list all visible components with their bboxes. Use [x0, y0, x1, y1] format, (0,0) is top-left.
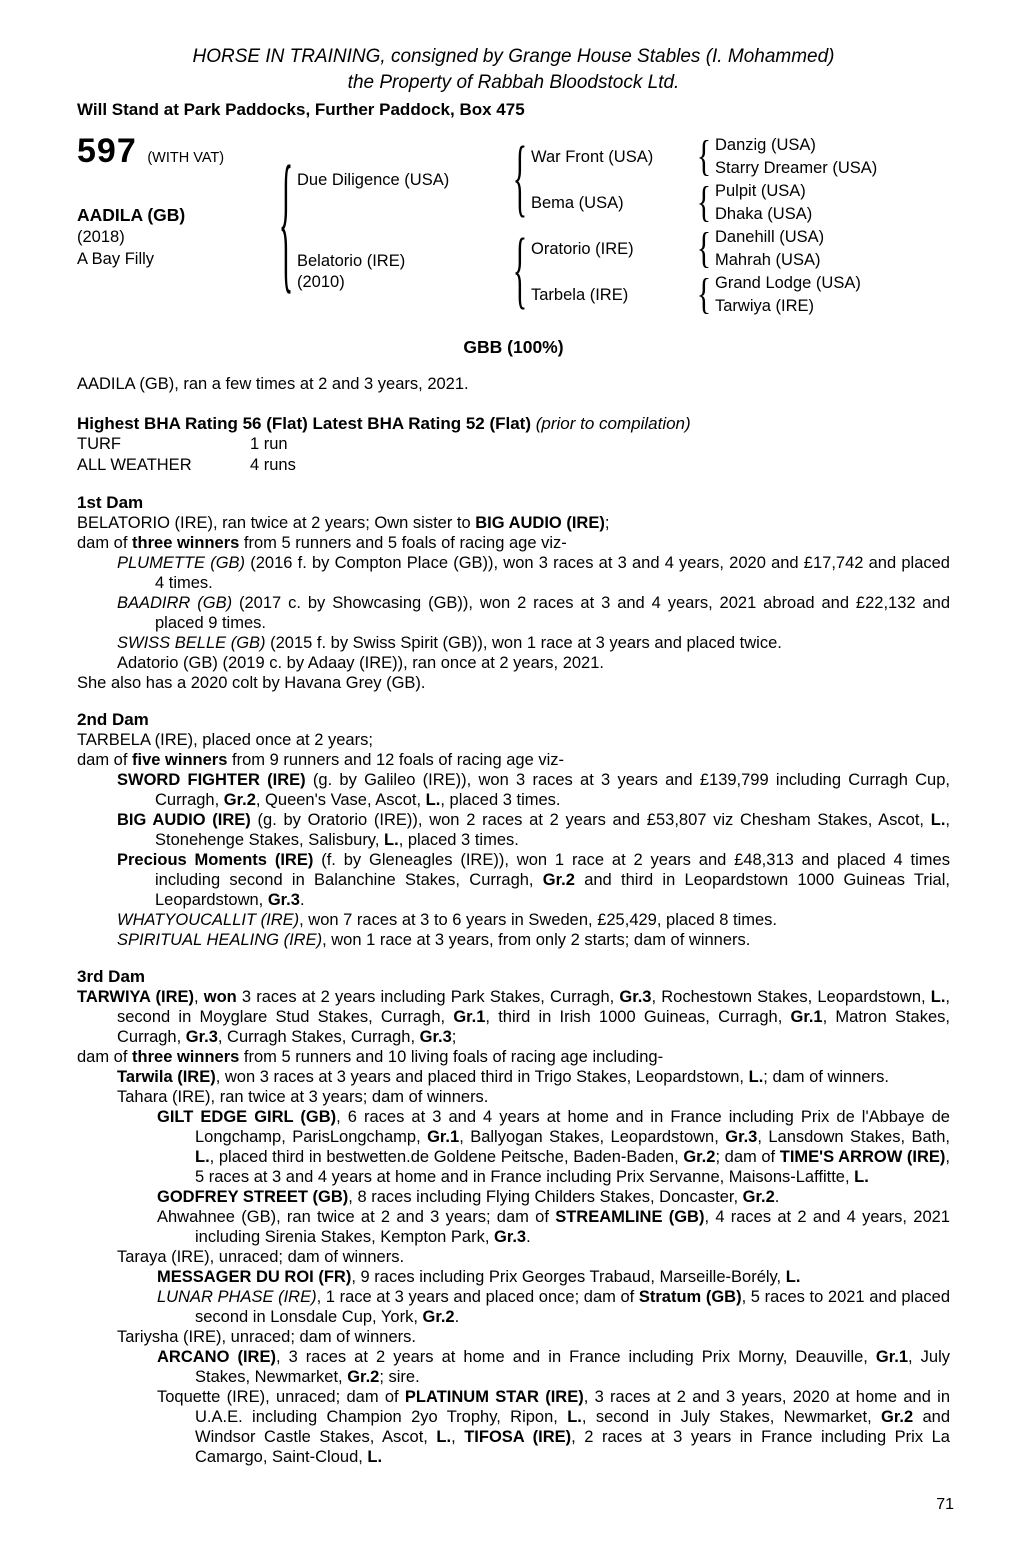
text-segment: dam of: [77, 534, 133, 552]
text-segment: , Rochestown Stakes, Leopardstown,: [651, 988, 931, 1006]
great-grandparent-name: Starry Dreamer (USA): [715, 159, 878, 177]
vat-note: (WITH VAT): [147, 150, 225, 166]
grandparent-block: [531, 180, 877, 226]
property-line: the Property of Rabbah Bloodstock Ltd.: [347, 72, 680, 93]
text-segment: Gr.1: [875, 1348, 909, 1366]
great-grandparent-name: Danzig (USA): [715, 136, 816, 154]
text-segment: Gr.3: [419, 1028, 452, 1046]
pedigree-paragraph: [77, 1047, 950, 1067]
pedigree-tree: [275, 130, 878, 319]
great-grandparents: [715, 180, 812, 226]
page-number: 71: [936, 1496, 954, 1513]
text-segment: , third in Irish 1000 Guineas, Curragh,: [485, 1008, 791, 1026]
pedigree-paragraph: [77, 553, 950, 593]
text-segment: .: [299, 891, 305, 909]
text-segment: .: [774, 1188, 780, 1206]
text-segment: , Stonehenge Stakes, Salisbury,: [155, 811, 950, 849]
text-segment: Ahwahnee (GB), ran twice at 2 and 3 years; dam of: [157, 1208, 556, 1226]
text-segment: BAADIRR (GB): [117, 594, 233, 612]
pedigree-paragraph: [77, 1067, 950, 1087]
gbb-note: GBB (100%): [463, 337, 564, 357]
text-segment: (f. by Gleneagles (IRE)), won 1 race at 2 years and £48,313 and placed 4 times including second in Balanchine Stakes, Curragh,: [155, 851, 950, 889]
text-segment: TIME'S ARROW (IRE): [779, 1148, 946, 1166]
page-content: [77, 0, 950, 1467]
text-segment: PLATINUM STAR (IRE): [404, 1388, 584, 1406]
text-segment: (g. by Oratorio (IRE)), won 2 races at 2 years and £53,807 viz Chesham Stakes, Ascot,: [250, 811, 931, 829]
text-segment: L.: [384, 831, 399, 849]
text-segment: She also has a 2020 colt by Havana Grey (GB).: [77, 674, 426, 692]
pedigree-paragraph: [77, 653, 950, 673]
text-segment: L.: [854, 1168, 869, 1186]
text-segment: Gr.2: [542, 871, 575, 889]
text-segment: , 5 races to 2021 and placed second in Lonsdale Cup, York,: [195, 1288, 950, 1326]
great-grandparent-name: Dhaka (USA): [715, 205, 813, 223]
pedigree-brace: {: [278, 137, 294, 310]
text-segment: Toquette (IRE), unraced; dam of: [157, 1388, 405, 1406]
granddam-name: Bema (USA): [531, 193, 624, 212]
stats-label: TURF: [77, 435, 121, 453]
text-segment: (2016 f. by Compton Place (GB)), won 3 races at 3 and 4 years, 2020 and £17,742 and placed 4 times.: [155, 554, 950, 592]
text-segment: Adatorio (GB) (2019 c. by Adaay (IRE)), ran once at 2 years, 2021.: [117, 654, 604, 672]
text-segment: dam of: [77, 751, 133, 769]
text-segment: , Ballyogan Stakes, Leopardstown,: [459, 1128, 726, 1146]
great-grandparent-name: Pulpit (USA): [715, 182, 806, 200]
text-segment: ; sire.: [379, 1368, 420, 1386]
text-segment: ;: [604, 514, 610, 532]
text-segment: , 8 races including Flying Childers Stakes, Doncaster,: [348, 1188, 743, 1206]
text-segment: , placed 3 times.: [440, 791, 561, 809]
text-segment: , won 3 races at 3 years and placed third in Trigo Stakes, Leopardstown,: [215, 1068, 749, 1086]
text-segment: five winners: [132, 751, 228, 769]
text-segment: , 4 races at 2 and 4 years, 2021 including Sirenia Stakes, Kempton Park,: [195, 1208, 950, 1246]
pedigree-brace: {: [696, 178, 712, 227]
text-segment: , second in Moyglare Stud Stakes, Curragh,: [117, 988, 951, 1026]
sire-grandparents: [531, 134, 877, 226]
lot-line: [77, 132, 224, 171]
text-segment: Gr.2: [422, 1308, 455, 1326]
pedigree-paragraph: [77, 910, 950, 930]
text-segment: TARBELA (IRE), placed once at 2 years;: [77, 731, 373, 749]
horse-name: AADILA (GB): [77, 205, 186, 225]
pedigree-halves: [297, 130, 878, 319]
dam-cell: [297, 226, 509, 318]
text-segment: , won 7 races at 3 to 6 years in Sweden, £25,429, placed 8 times.: [299, 911, 777, 929]
text-segment: L.: [567, 1408, 582, 1426]
great-grandparents: [715, 134, 877, 180]
stats-label: ALL WEATHER: [77, 456, 192, 474]
dam-grandparents: [531, 226, 861, 318]
text-segment: ;: [451, 1028, 457, 1046]
pedigree-paragraph: [77, 673, 950, 693]
text-segment: Tarwila (IRE): [117, 1068, 216, 1086]
stats-row-turf: [77, 434, 950, 455]
dam-year: (2010): [297, 273, 345, 291]
dam-half: [297, 222, 877, 319]
horse-year: (2018): [77, 228, 125, 246]
text-segment: from 9 runners and 12 foals of racing age viz-: [227, 751, 564, 769]
pedigree-brace: {: [512, 222, 528, 319]
consignor-line: HORSE IN TRAINING, consigned by Grange House Stables (I. Mohammed): [192, 46, 835, 67]
pedigree-paragraph: [77, 1187, 950, 1207]
text-segment: Gr.1: [453, 1008, 486, 1026]
pedigree-brace: {: [696, 132, 712, 181]
grandsire-name: Oratorio (IRE): [531, 239, 634, 258]
page-header: [77, 44, 950, 122]
granddam-name: Tarbela (IRE): [531, 285, 629, 304]
text-segment: , July Stakes, Newmarket,: [195, 1348, 950, 1386]
pedigree-paragraph: [77, 987, 950, 1047]
text-segment: Highest BHA Rating 56 (Flat) Latest BHA Rating 52 (Flat): [77, 414, 536, 433]
text-segment: SWISS BELLE (GB): [117, 634, 266, 652]
text-segment: , Curragh Stakes, Curragh,: [217, 1028, 420, 1046]
text-segment: BELATORIO (IRE), ran twice at 2 years; Own sister to: [77, 514, 476, 532]
pedigree-paragraph: [77, 750, 950, 770]
pedigree-paragraph: [77, 930, 950, 950]
text-segment: , placed third in bestwetten.de Goldene Peitsche, Baden-Baden,: [209, 1148, 684, 1166]
text-segment: STREAMLINE (GB): [555, 1208, 705, 1226]
pedigree-paragraph: [77, 533, 950, 553]
text-segment: , 3 races at 2 years at home and in France including Prix Morny, Deauville,: [275, 1348, 876, 1366]
text-segment: LUNAR PHASE (IRE): [157, 1288, 317, 1306]
text-segment: L.: [930, 988, 946, 1006]
lot-number: 597: [77, 132, 137, 170]
great-grandparent-name: Tarwiya (IRE): [715, 297, 815, 315]
text-segment: , won 1 race at 3 years, from only 2 starts; dam of winners.: [322, 931, 751, 949]
text-segment: , 5 races at 3 and 4 years at home and in France including Prix Servanne, Maisons-Laffitte,: [195, 1148, 950, 1186]
text-segment: Gr.2: [881, 1408, 914, 1426]
stats-value: 1 run: [250, 435, 288, 453]
text-segment: , 2 races at 3 years in France including Prix La Camargo, Saint-Cloud,: [195, 1428, 950, 1466]
text-segment: Tahara (IRE), ran twice at 3 years; dam of winners.: [117, 1088, 489, 1106]
pedigree-paragraph: [77, 770, 950, 810]
pedigree-paragraph: [77, 1287, 950, 1327]
text-segment: Gr.1: [427, 1128, 460, 1146]
text-segment: L.: [367, 1448, 383, 1466]
pedigree-brace: {: [696, 270, 712, 319]
pedigree-paragraph: [77, 1327, 950, 1347]
dam-name: Belatorio (IRE): [297, 252, 406, 270]
text-segment: Gr.3: [494, 1228, 527, 1246]
text-segment: , Queen's Vase, Ascot,: [255, 791, 426, 809]
sire-cell: [297, 134, 509, 226]
text-segment: (2017 c. by Showcasing (GB)), won 2 races at 3 and 4 years, 2021 abroad and £22,132 and placed 9 times.: [155, 594, 950, 632]
text-segment: GILT EDGE GIRL (GB): [157, 1108, 337, 1126]
great-grandparents: [715, 226, 824, 272]
pedigree-paragraph: [77, 850, 950, 910]
text-segment: and Windsor Castle Stakes, Ascot,: [195, 1408, 951, 1446]
section-heading: 3rd Dam: [77, 967, 146, 986]
text-segment: Precious Moments (IRE): [117, 851, 314, 869]
text-segment: Gr.2: [683, 1148, 716, 1166]
text-segment: Gr.1: [790, 1008, 823, 1026]
text-segment: ; dam of: [715, 1148, 780, 1166]
text-segment: Gr.3: [267, 891, 300, 909]
text-segment: L.: [425, 791, 441, 809]
pedigree-paragraph: [77, 1347, 950, 1387]
text-segment: , second in July Stakes, Newmarket,: [581, 1408, 882, 1426]
text-segment: Gr.2: [223, 791, 256, 809]
sire-half: [297, 130, 878, 227]
pedigree-brace: {: [696, 224, 712, 273]
text-segment: , placed 3 times.: [398, 831, 519, 849]
text-segment: Tariysha (IRE), unraced; dam of winners.: [117, 1328, 416, 1346]
text-segment: ; dam of winners.: [763, 1068, 889, 1086]
pedigree-paragraph: [77, 730, 950, 750]
text-segment: Gr.3: [725, 1128, 758, 1146]
text-segment: L.: [195, 1148, 210, 1166]
text-segment: from 5 runners and 10 living foals of racing age including-: [239, 1048, 664, 1066]
text-segment: , Lansdown Stakes, Bath,: [757, 1128, 950, 1146]
pedigree-paragraph: [77, 1267, 950, 1287]
text-segment: L.: [748, 1068, 764, 1086]
text-segment: L.: [436, 1428, 452, 1446]
dam-sections: [77, 492, 950, 1467]
great-grandparent-name: Grand Lodge (USA): [715, 274, 861, 292]
text-segment: (2015 f. by Swiss Spirit (GB)), won 1 race at 3 years and placed twice.: [265, 634, 782, 652]
text-segment: Taraya (IRE), unraced; dam of winners.: [117, 1248, 405, 1266]
stats-value: 4 runs: [250, 456, 296, 474]
bha-rating-line: [77, 413, 950, 434]
text-segment: MESSAGER DU ROI (FR): [157, 1268, 352, 1286]
text-segment: ARCANO (IRE): [157, 1348, 276, 1366]
text-segment: SWORD FIGHTER (IRE): [117, 771, 306, 789]
sire-name: Due Diligence (USA): [297, 170, 450, 189]
text-segment: Gr.3: [185, 1028, 218, 1046]
text-segment: .: [454, 1308, 460, 1326]
pedigree-brace: {: [512, 130, 528, 227]
text-segment: BIG AUDIO (IRE): [117, 811, 251, 829]
pedigree-paragraph: [77, 593, 950, 633]
text-segment: WHATYOUCALLIT (IRE): [117, 911, 300, 929]
text-segment: ,: [451, 1428, 465, 1446]
pedigree-paragraph: [77, 513, 950, 533]
text-segment: three winners: [132, 534, 240, 552]
text-segment: L.: [930, 811, 946, 829]
text-segment: three winners: [132, 1048, 240, 1066]
text-segment: PLUMETTE (GB): [117, 554, 246, 572]
pedigree-paragraph: [77, 1207, 950, 1247]
grandsire-name: War Front (USA): [531, 147, 654, 166]
text-segment: 3 races at 2 years including Park Stakes, Curragh,: [236, 988, 620, 1006]
stand-location-line: Will Stand at Park Paddocks, Further Paddock, Box 475: [77, 100, 525, 119]
text-segment: won: [203, 988, 237, 1006]
text-segment: Gr.2: [347, 1368, 380, 1386]
pedigree-chart: [77, 128, 950, 326]
race-record-intro: AADILA (GB), ran a few times at 2 and 3 years, 2021.: [77, 375, 469, 393]
pedigree-paragraph: [77, 1247, 950, 1267]
text-segment: , Matron Stakes, Curragh,: [117, 1008, 950, 1046]
pedigree-paragraph: [77, 1087, 950, 1107]
text-segment: , 9 races including Prix Georges Trabaud, Marseille-Borély,: [351, 1268, 786, 1286]
text-segment: ,: [194, 988, 204, 1006]
pedigree-paragraph: [77, 633, 950, 653]
text-segment: GODFREY STREET (GB): [157, 1188, 349, 1206]
pedigree-paragraph: [77, 1107, 950, 1187]
horse-identity: [77, 204, 185, 270]
stats-row-all-weather: [77, 455, 950, 476]
text-segment: SPIRITUAL HEALING (IRE): [117, 931, 323, 949]
text-segment: Gr.2: [742, 1188, 775, 1206]
text-segment: L.: [785, 1268, 801, 1286]
text-segment: (g. by Galileo (IRE)), won 3 races at 3 years and £139,799 including Curragh Cup, Curragh,: [155, 771, 950, 809]
text-segment: , 3 races at 2 and 3 years, 2020 at home and in U.A.E. including Champion 2yo Trophy, Ripon,: [195, 1388, 951, 1426]
text-segment: dam of: [77, 1048, 133, 1066]
text-segment: TARWIYA (IRE): [77, 988, 194, 1006]
text-segment: from 5 runners and 5 foals of racing age viz-: [239, 534, 567, 552]
grandparent-block: [531, 134, 877, 180]
grandparent-block: [531, 272, 861, 318]
text-segment: TIFOSA (IRE): [464, 1428, 572, 1446]
text-segment: and third in Leopardstown 1000 Guineas Trial, Leopardstown,: [155, 871, 950, 909]
great-grandparent-name: Danehill (USA): [715, 228, 825, 246]
text-segment: (prior to compilation): [535, 414, 691, 433]
horse-description: A Bay Filly: [77, 250, 155, 268]
text-segment: .: [526, 1228, 531, 1246]
text-segment: Gr.3: [619, 988, 652, 1006]
text-segment: Stratum (GB): [638, 1288, 742, 1306]
section-heading: 2nd Dam: [77, 710, 149, 729]
grandparent-block: [531, 226, 861, 272]
pedigree-paragraph: [77, 810, 950, 850]
great-grandparents: [715, 272, 861, 318]
section-heading: 1st Dam: [77, 493, 144, 512]
pedigree-paragraph: [77, 1387, 950, 1467]
text-segment: , 1 race at 3 years and placed once; dam of: [316, 1288, 639, 1306]
great-grandparent-name: Mahrah (USA): [715, 251, 821, 269]
text-segment: BIG AUDIO (IRE): [475, 514, 605, 532]
text-segment: , 6 races at 3 and 4 years at home and in France including Prix de l'Abbaye de Longchamp, ParisLongchamp,: [195, 1108, 950, 1146]
race-stats: [77, 434, 950, 476]
